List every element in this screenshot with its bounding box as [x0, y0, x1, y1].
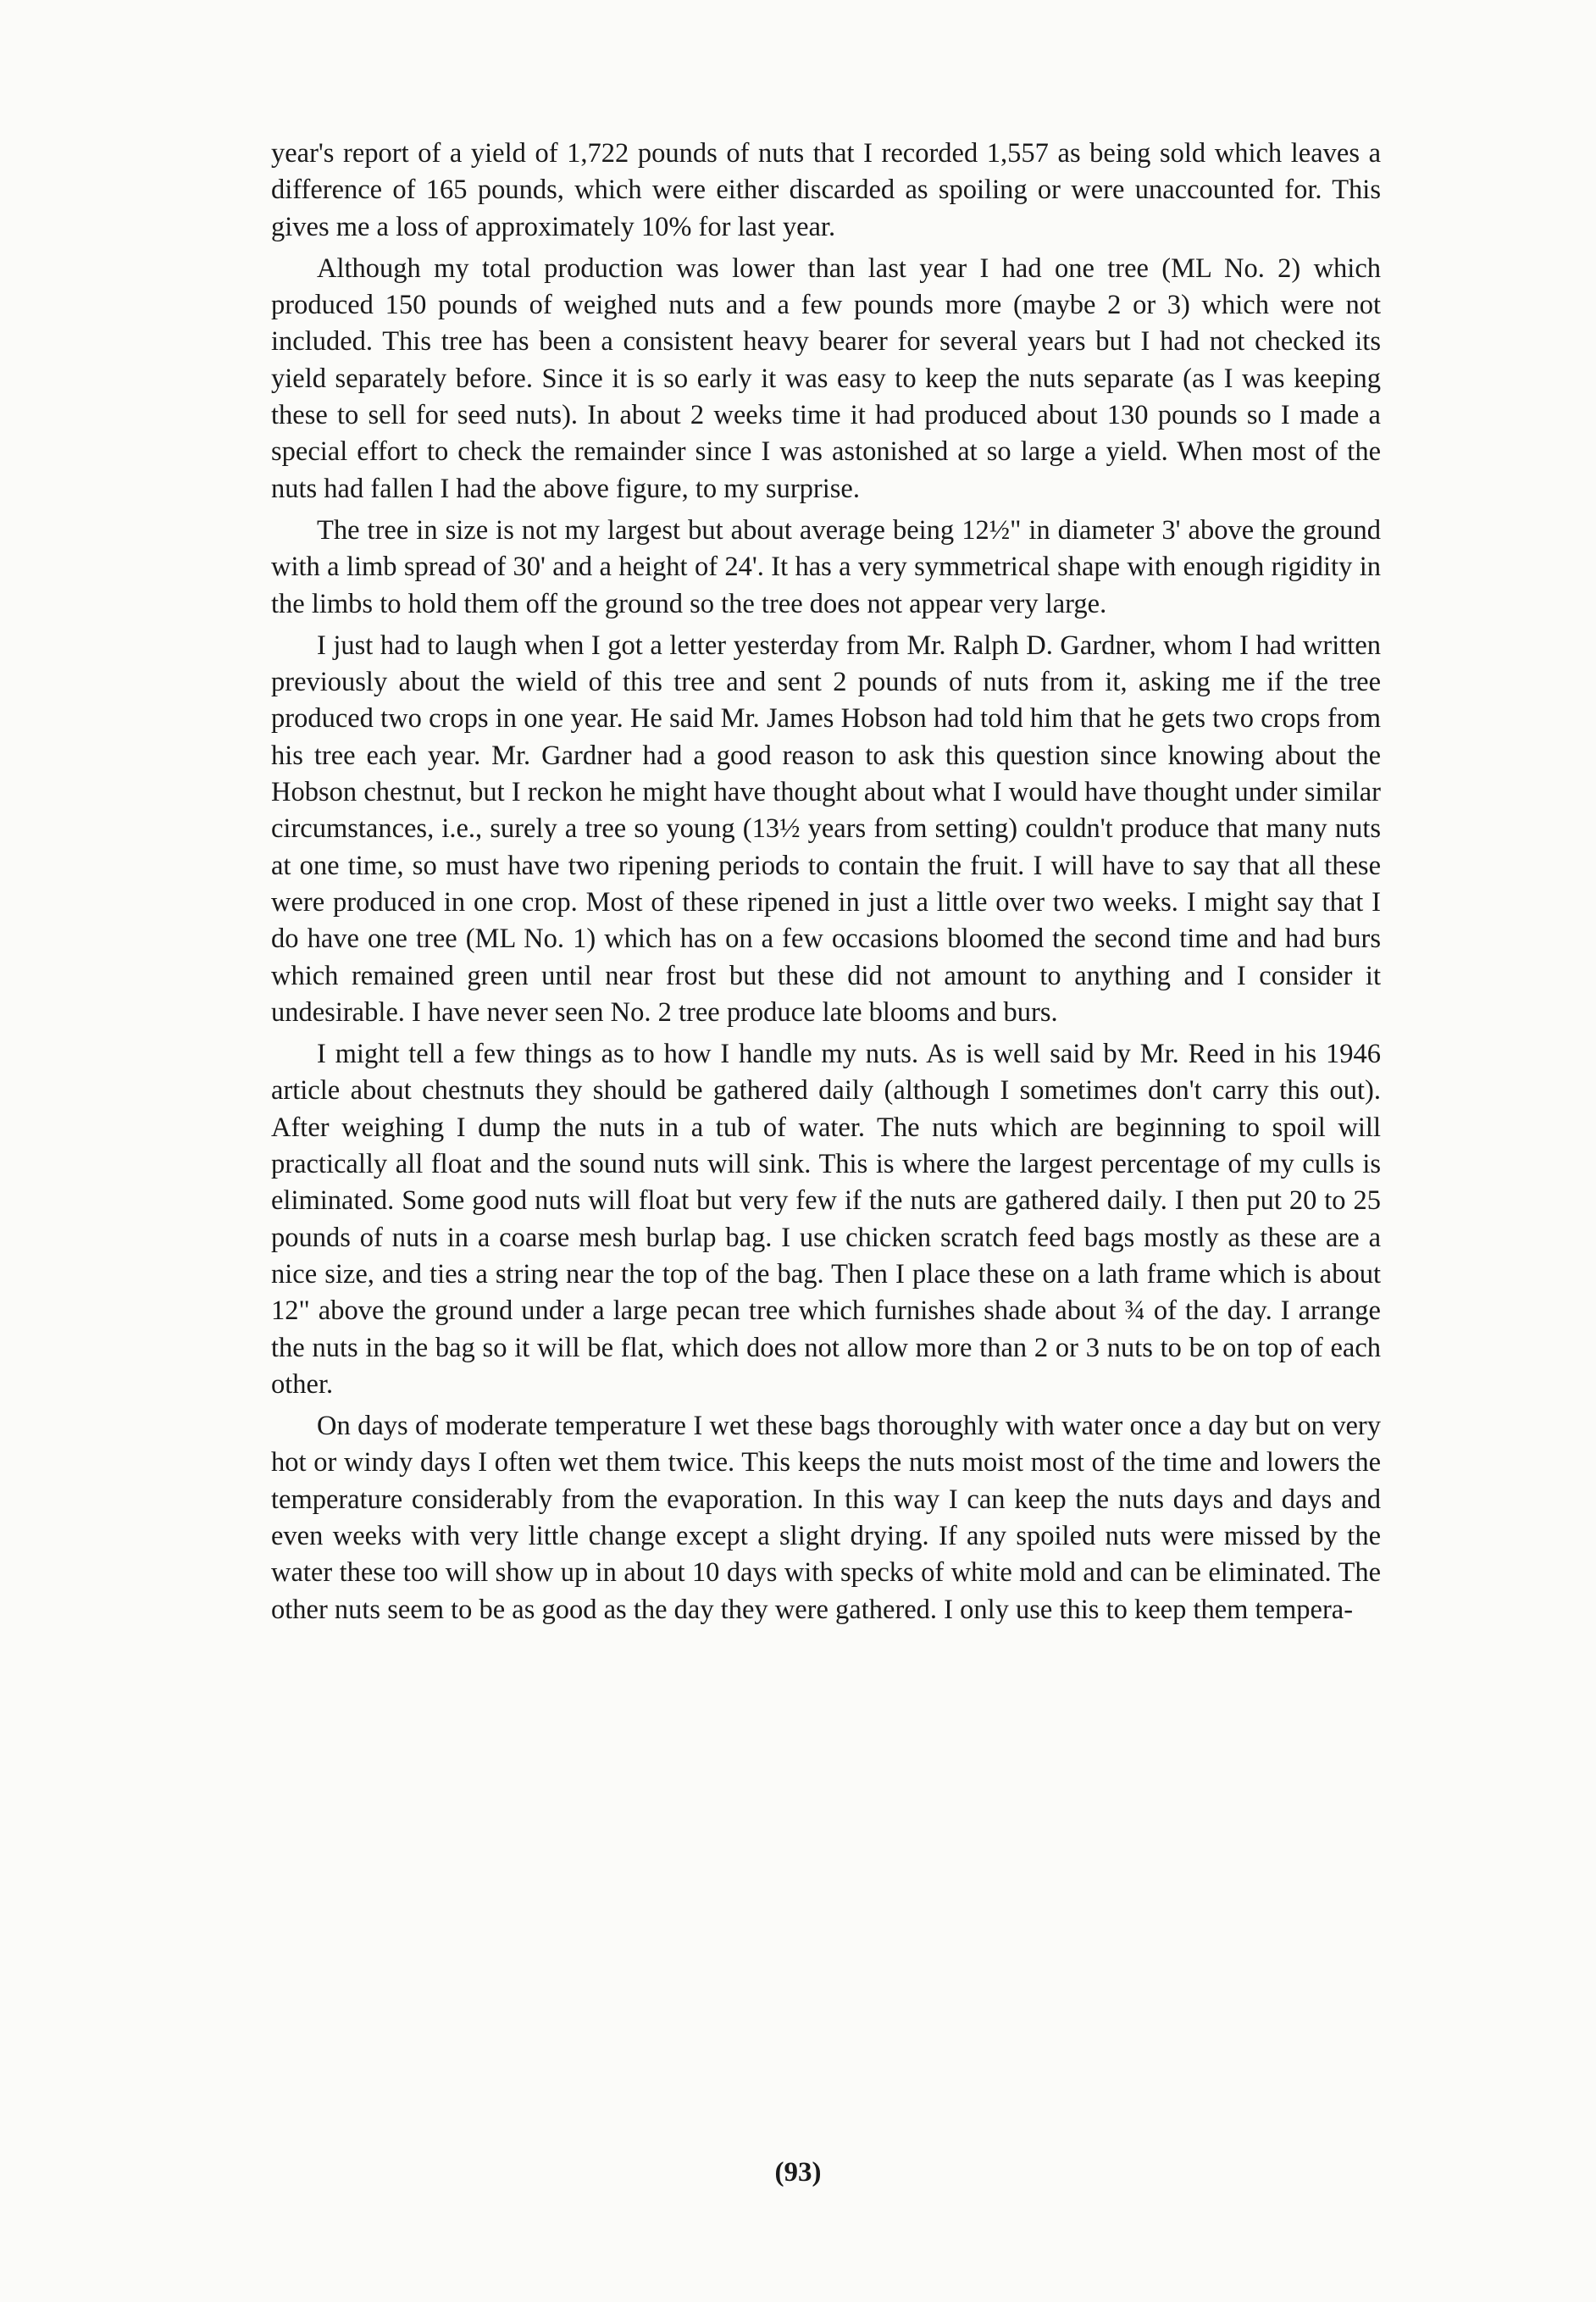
paragraph-4: I just had to laugh when I got a letter yesterday from Mr. Ralph D. Gardner, whom I had written previously about the wield of this tree and sent 2 pounds of nuts from it, asking me if the tree produced two crops in one year. He said Mr. James Hobson had told him that he gets two crops from his tree each year. Mr. Gardner had a good reason to ask this question since knowing about the Hobson chestnut, but I reckon he might have thought about what I would have thought under similar circumstances, i.e., surely a tree so young (13½ years from setting) couldn't produce that many nuts at one time, so must have two ripening periods to contain the fruit. I will have to say that all these were produced in one crop. Most of these ripened in just a little over two weeks. I might say that I do have one tree (ML No. 1) which has on a few occasions bloomed the second time and had burs which remained green until near frost but these did not amount to anything and I consider it undesirable. I have never seen No. 2 tree produce late blooms and burs. — [271, 630, 1381, 1028]
paragraph-2: Although my total production was lower than last year I had one tree (ML No. 2) which produced 150 pounds of weighed nuts and a few pounds more (maybe 2 or 3) which were not included. This tree has been a consistent heavy bearer for several years but I had not checked its yield separately before. Since it is so early it was easy to keep the nuts separate (as I was keeping these to sell for seed nuts). In about 2 weeks time it had produced about 130 pounds so I made a special effort to check the remainder since I was astonished at so large a yield. When most of the nuts had fallen I had the above figure, to my surprise. — [271, 252, 1381, 504]
paragraph-6: On days of moderate temperature I wet these bags thoroughly with water once a day but on very hot or windy days I often wet them twice. This keeps the nuts moist most of the time and lowers the temperature considerably from the evaporation. In this way I can keep the nuts days and days and even weeks with very little change except a slight drying. If any spoiled nuts were missed by the water these too will show up in about 10 days with specks of white mold and can be eliminated. The other nuts seem to be as good as the day they were gathered. I only use this to keep them tempera- — [271, 1411, 1381, 1625]
paragraph-1: year's report of a yield of 1,722 pounds of nuts that I recorded 1,557 as being sold which leaves a difference of 165 pounds, which were either discarded as spoiling or were unaccounted for. This gives me a loss of approximately 10% for last year. — [271, 138, 1381, 242]
page-number: (93) — [774, 2157, 822, 2188]
body-text — [271, 136, 1381, 1634]
paragraph-5: I might tell a few things as to how I handle my nuts. As is well said by Mr. Reed in his 1946 article about chestnuts they should be gathered daily (although I sometimes don't carry this out). After weighing I dump the nuts in a tub of water. The nuts which are beginning to spoil will practically all float and the sound nuts will sink. This is where the largest percentage of my culls is eliminated. Some good nuts will float but very few if the nuts are gathered daily. I then put 20 to 25 pounds of nuts in a coarse mesh burlap bag. I use chicken scratch feed bags mostly as these are a nice size, and ties a string near the top of the bag. Then I place these on a lath frame which is about 12" above the ground under a large pecan tree which furnishes shade about ¾ of the day. I arrange the nuts in the bag so it will be flat, which does not allow more than 2 or 3 nuts to be on top of each other. — [271, 1039, 1381, 1400]
paragraph-3: The tree in size is not my largest but about average being 12½" in diameter 3' above the ground with a limb spread of 30' and a height of 24'. It has a very symmetrical shape with enough rigidity in the limbs to hold them off the ground so the tree does not appear very large. — [271, 514, 1381, 619]
